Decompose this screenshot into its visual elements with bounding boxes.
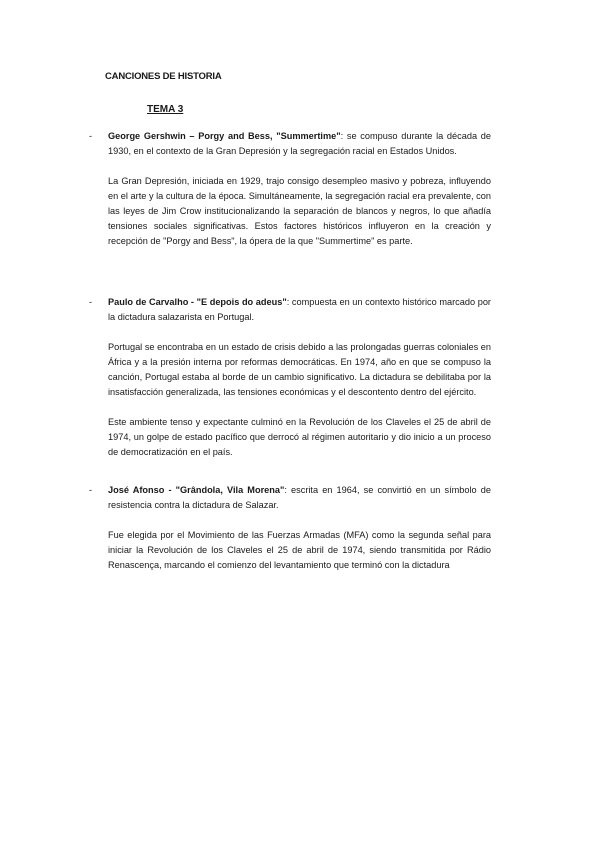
entry-carvalho [89, 295, 491, 460]
entry-paragraph: Portugal se encontraba en un estado de crisis debido a las prolongadas guerras coloniales en África y a la presión interna por reformas democráticas. En 1974, año en que se compuso la canción, Portugal estaba al borde de un cambio significativo. La dictadura se debilitaba por la insatisfacción generalizada, las tensiones económicas y el descontento dentro del ejército. [108, 342, 491, 397]
entry-heading-title: José Afonso - "Grândola, Vila Morena" [108, 485, 285, 495]
document-title: CANCIONES DE HISTORIA [105, 71, 222, 82]
entry-heading-text: : compuesta en un contexto histórico marcado por la dictadura salazarista en Portugal. [108, 297, 491, 322]
entry-paragraph: Este ambiente tenso y expectante culminó en la Revolución de los Claveles el 25 de abril de 1974, un golpe de estado pacífico que derrocó al régimen autoritario y dio inicio a un proceso de democratización en el país. [108, 417, 491, 457]
list-bullet: - [89, 131, 93, 141]
entry-heading-title: Paulo de Carvalho - "E depois do adeus" [108, 297, 287, 307]
entry-heading-text: : se compuso durante la década de 1930, en el contexto de la Gran Depresión y la segregación racial en Estados Unidos. [108, 131, 491, 156]
entry-paragraph: Fue elegida por el Movimiento de las Fuerzas Armadas (MFA) como la segunda señal para iniciar la Revolución de los Claveles el 25 de abril de 1974, siendo transmitida por Rádio Renascença, marcando el comienzo del levantamiento que terminó con la dictadura [108, 530, 491, 570]
entry-heading-text: : escrita en 1964, se convirtió en un símbolo de resistencia contra la dictadura de Salazar. [108, 485, 491, 510]
document-subtitle: TEMA 3 [147, 104, 184, 115]
entry-gershwin [89, 129, 491, 249]
list-bullet: - [89, 297, 93, 307]
entry-paragraph: La Gran Depresión, iniciada en 1929, trajo consigo desempleo masivo y pobreza, influyendo en el arte y la cultura de la época. Simultáneamente, la segregación racial era prevalente, con las leyes de Jim Crow institucionalizando la separación de blancos y negros, lo que añadía tensiones sociales significativas. Estos factores históricos influyeron en la creación y recepción de "Porgy and Bess", la ópera de la que "Summertime" es parte. [108, 176, 491, 246]
entry-heading [108, 295, 491, 325]
list-bullet: - [89, 485, 93, 495]
entry-heading-title: George Gershwin – Porgy and Bess, "Summertime" [108, 131, 341, 141]
entry-heading [108, 483, 491, 513]
entry-heading [108, 129, 491, 159]
entry-afonso [89, 483, 491, 573]
